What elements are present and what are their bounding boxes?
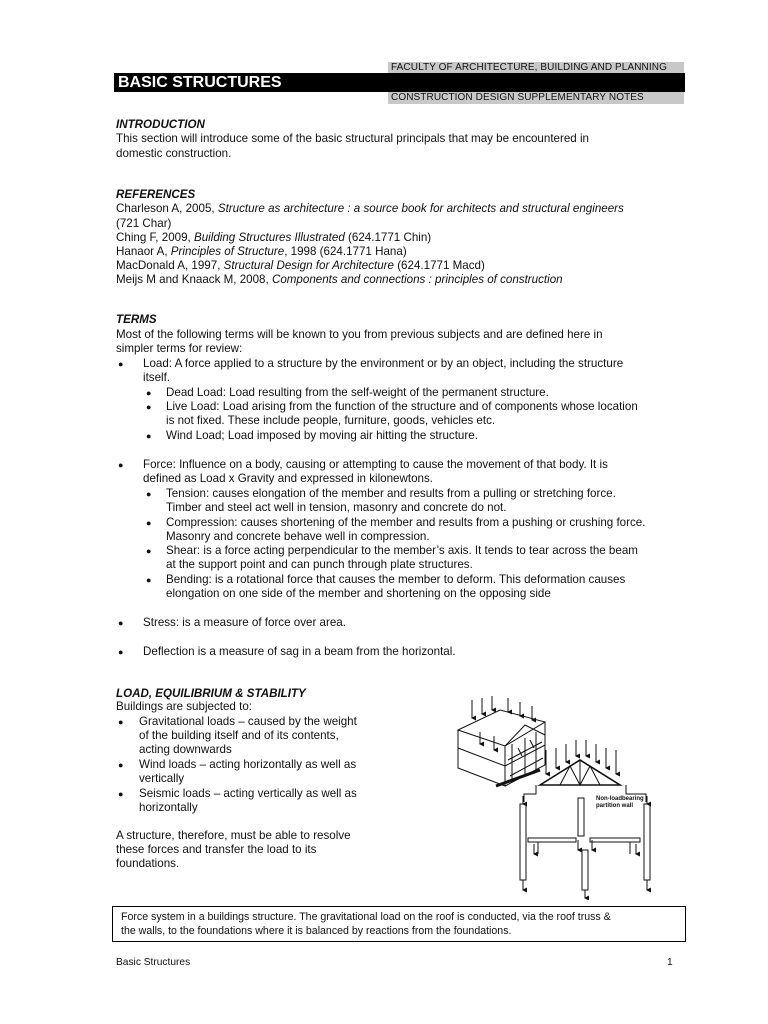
loads-conclusion-2: these forces and transfer the load to its [116, 843, 317, 856]
caption-line-1: Force system in a buildings structure. The gravitational load on the roof is conducted, via the roof truss & [121, 911, 611, 923]
ref-4-title: Structural Design for Architecture [223, 259, 394, 272]
term-wind-load: Wind Load; Load imposed by moving air hitting the structure. [166, 429, 478, 442]
page-title: BASIC STRUCTURES [114, 73, 685, 92]
terms-heading: TERMS [116, 313, 157, 326]
ref-3-callno: , 1998 (624.1771 Hana) [284, 245, 407, 258]
terms-intro-1: Most of the following terms will be known to you from previous subjects and are defined here in [116, 328, 603, 341]
bullet-icon: ● [118, 717, 124, 727]
faculty-header: FACULTY OF ARCHITECTURE, BUILDING AND PLANNING [388, 62, 684, 74]
introduction-heading: INTRODUCTION [116, 118, 205, 131]
intro-line-2: domestic construction. [116, 147, 232, 160]
figure-label-line-1: Non-loadbearing [596, 796, 644, 802]
ref-2-callno: (624.1771 Chin) [344, 231, 432, 244]
terms-intro-2: simpler terms for review: [116, 342, 243, 355]
load-wind-1: Wind loads – acting horizontally as well as [139, 758, 357, 771]
term-tension-1: Tension: causes elongation of the member and results from a pulling or stretching force. [166, 487, 616, 500]
loads-conclusion-3: foundations. [116, 857, 180, 870]
reference-5 [116, 273, 563, 287]
term-stress: Stress: is a measure of force over area. [143, 616, 346, 629]
bullet-icon: ● [146, 388, 152, 398]
bullet-icon: ● [146, 575, 152, 585]
footer-title: Basic Structures [116, 957, 191, 968]
term-force-2: defined as Load x Gravity and expressed in kilonewtons. [143, 472, 434, 485]
reference-1 [116, 202, 624, 216]
reference-3 [116, 245, 407, 259]
bullet-icon: ● [118, 359, 124, 369]
bullet-icon: ● [146, 518, 152, 528]
bullet-icon: ● [118, 647, 124, 657]
bullet-icon: ● [118, 760, 124, 770]
term-bending-2: elongation on one side of the member and shortening on the opposing side [166, 587, 551, 600]
term-shear-1: Shear: is a force acting perpendicular to the member’s axis. It tends to tear across the beam [166, 544, 638, 557]
left-wall [520, 796, 526, 890]
roof-load-arrows [546, 740, 616, 774]
term-compression-1: Compression: causes shortening of the member and results from a pushing or crushing force. [166, 516, 646, 529]
ref-3-title: Principles of Structure [170, 245, 285, 258]
page-number: 1 [667, 957, 673, 968]
house-load-arrows [472, 696, 532, 750]
intro-line-1: This section will introduce some of the basic structural principals that may be encountered in [116, 132, 590, 145]
term-tension-2: Timber and steel act well in tension, masonry and concrete do not. [166, 501, 507, 514]
figure-label [596, 796, 644, 810]
term-bending-1: Bending: is a rotational force that causes the member to deform. This deformation causes [166, 573, 626, 586]
term-load-2: itself. [143, 371, 171, 384]
bullet-icon: ● [118, 618, 124, 628]
ref-4-author: MacDonald A, 1997, [116, 259, 224, 272]
bullet-icon: ● [118, 789, 124, 799]
reference-2 [116, 231, 431, 245]
bullet-icon: ● [146, 402, 152, 412]
term-live-load-2: is not fixed. These include people, furniture, goods, vehicles etc. [166, 414, 496, 427]
loads-conclusion-1: A structure, therefore, must be able to resolve [116, 829, 351, 842]
term-load-1: Load: A force applied to a structure by the environment or by an object, including the structure [143, 357, 624, 370]
bullet-icon: ● [146, 431, 152, 441]
ref-4-callno: (624.1771 Macd) [393, 259, 485, 272]
ref-5-title: Components and connections : principles of construction [271, 273, 563, 286]
bullet-icon: ● [118, 460, 124, 470]
term-deflection: Deflection is a measure of sag in a beam from the horizontal. [143, 645, 456, 658]
ref-1-author: Charleson A, 2005, [116, 202, 218, 215]
caption-line-2: the walls, to the foundations where it is balanced by reactions from the foundations. [121, 925, 512, 937]
term-dead-load: Dead Load: Load resulting from the self-weight of the permanent structure. [166, 386, 549, 399]
house-sketch [458, 710, 545, 786]
load-wind-2: vertically [139, 772, 185, 785]
ref-5-author: Meijs M and Knaack M, 2008, [116, 273, 272, 286]
partition-wall [578, 798, 588, 890]
ref-2-title: Building Structures Illustrated [194, 231, 345, 244]
figure-caption [112, 906, 686, 942]
term-force-1: Force: Influence on a body, causing or attempting to cause the movement of that body. It is [143, 458, 608, 471]
load-seismic-2: horizontally [139, 801, 198, 814]
ref-3-author: Hanaor A, [116, 245, 171, 258]
figure-label-line-2: partition wall [596, 803, 634, 809]
ref-1-title: Structure as architecture : a source book for architects and structural engineers [217, 202, 624, 215]
loads-intro: Buildings are subjected to: [116, 700, 252, 713]
bullet-icon: ● [146, 489, 152, 499]
term-shear-2: at the support point and can punch through plate structures. [166, 558, 473, 571]
load-gravitational-1: Gravitational loads – caused by the weight [139, 715, 357, 728]
reference-4 [116, 259, 485, 273]
subtitle-header: CONSTRUCTION DESIGN SUPPLEMENTARY NOTES [388, 92, 684, 104]
ref-2-author: Ching F, 2009, [116, 231, 194, 244]
term-compression-2: Masonry and concrete behave well in compression. [166, 530, 430, 543]
right-wall [644, 796, 650, 890]
floor-beams [528, 838, 640, 898]
loads-heading: LOAD, EQUILIBRIUM & STABILITY [116, 687, 306, 700]
reference-1-callno: (721 Char) [116, 217, 172, 230]
load-gravitational-3: acting downwards [139, 743, 232, 756]
load-seismic-1: Seismic loads – acting vertically as well as [139, 787, 357, 800]
roof-truss [540, 760, 620, 785]
references-heading: REFERENCES [116, 188, 196, 201]
load-gravitational-2: of the building itself and of its contents, [139, 729, 339, 742]
term-live-load-1: Live Load: Load arising from the function of the structure and of components whose location [166, 400, 638, 413]
load-diagram-figure [450, 690, 686, 900]
bullet-icon: ● [146, 546, 152, 556]
